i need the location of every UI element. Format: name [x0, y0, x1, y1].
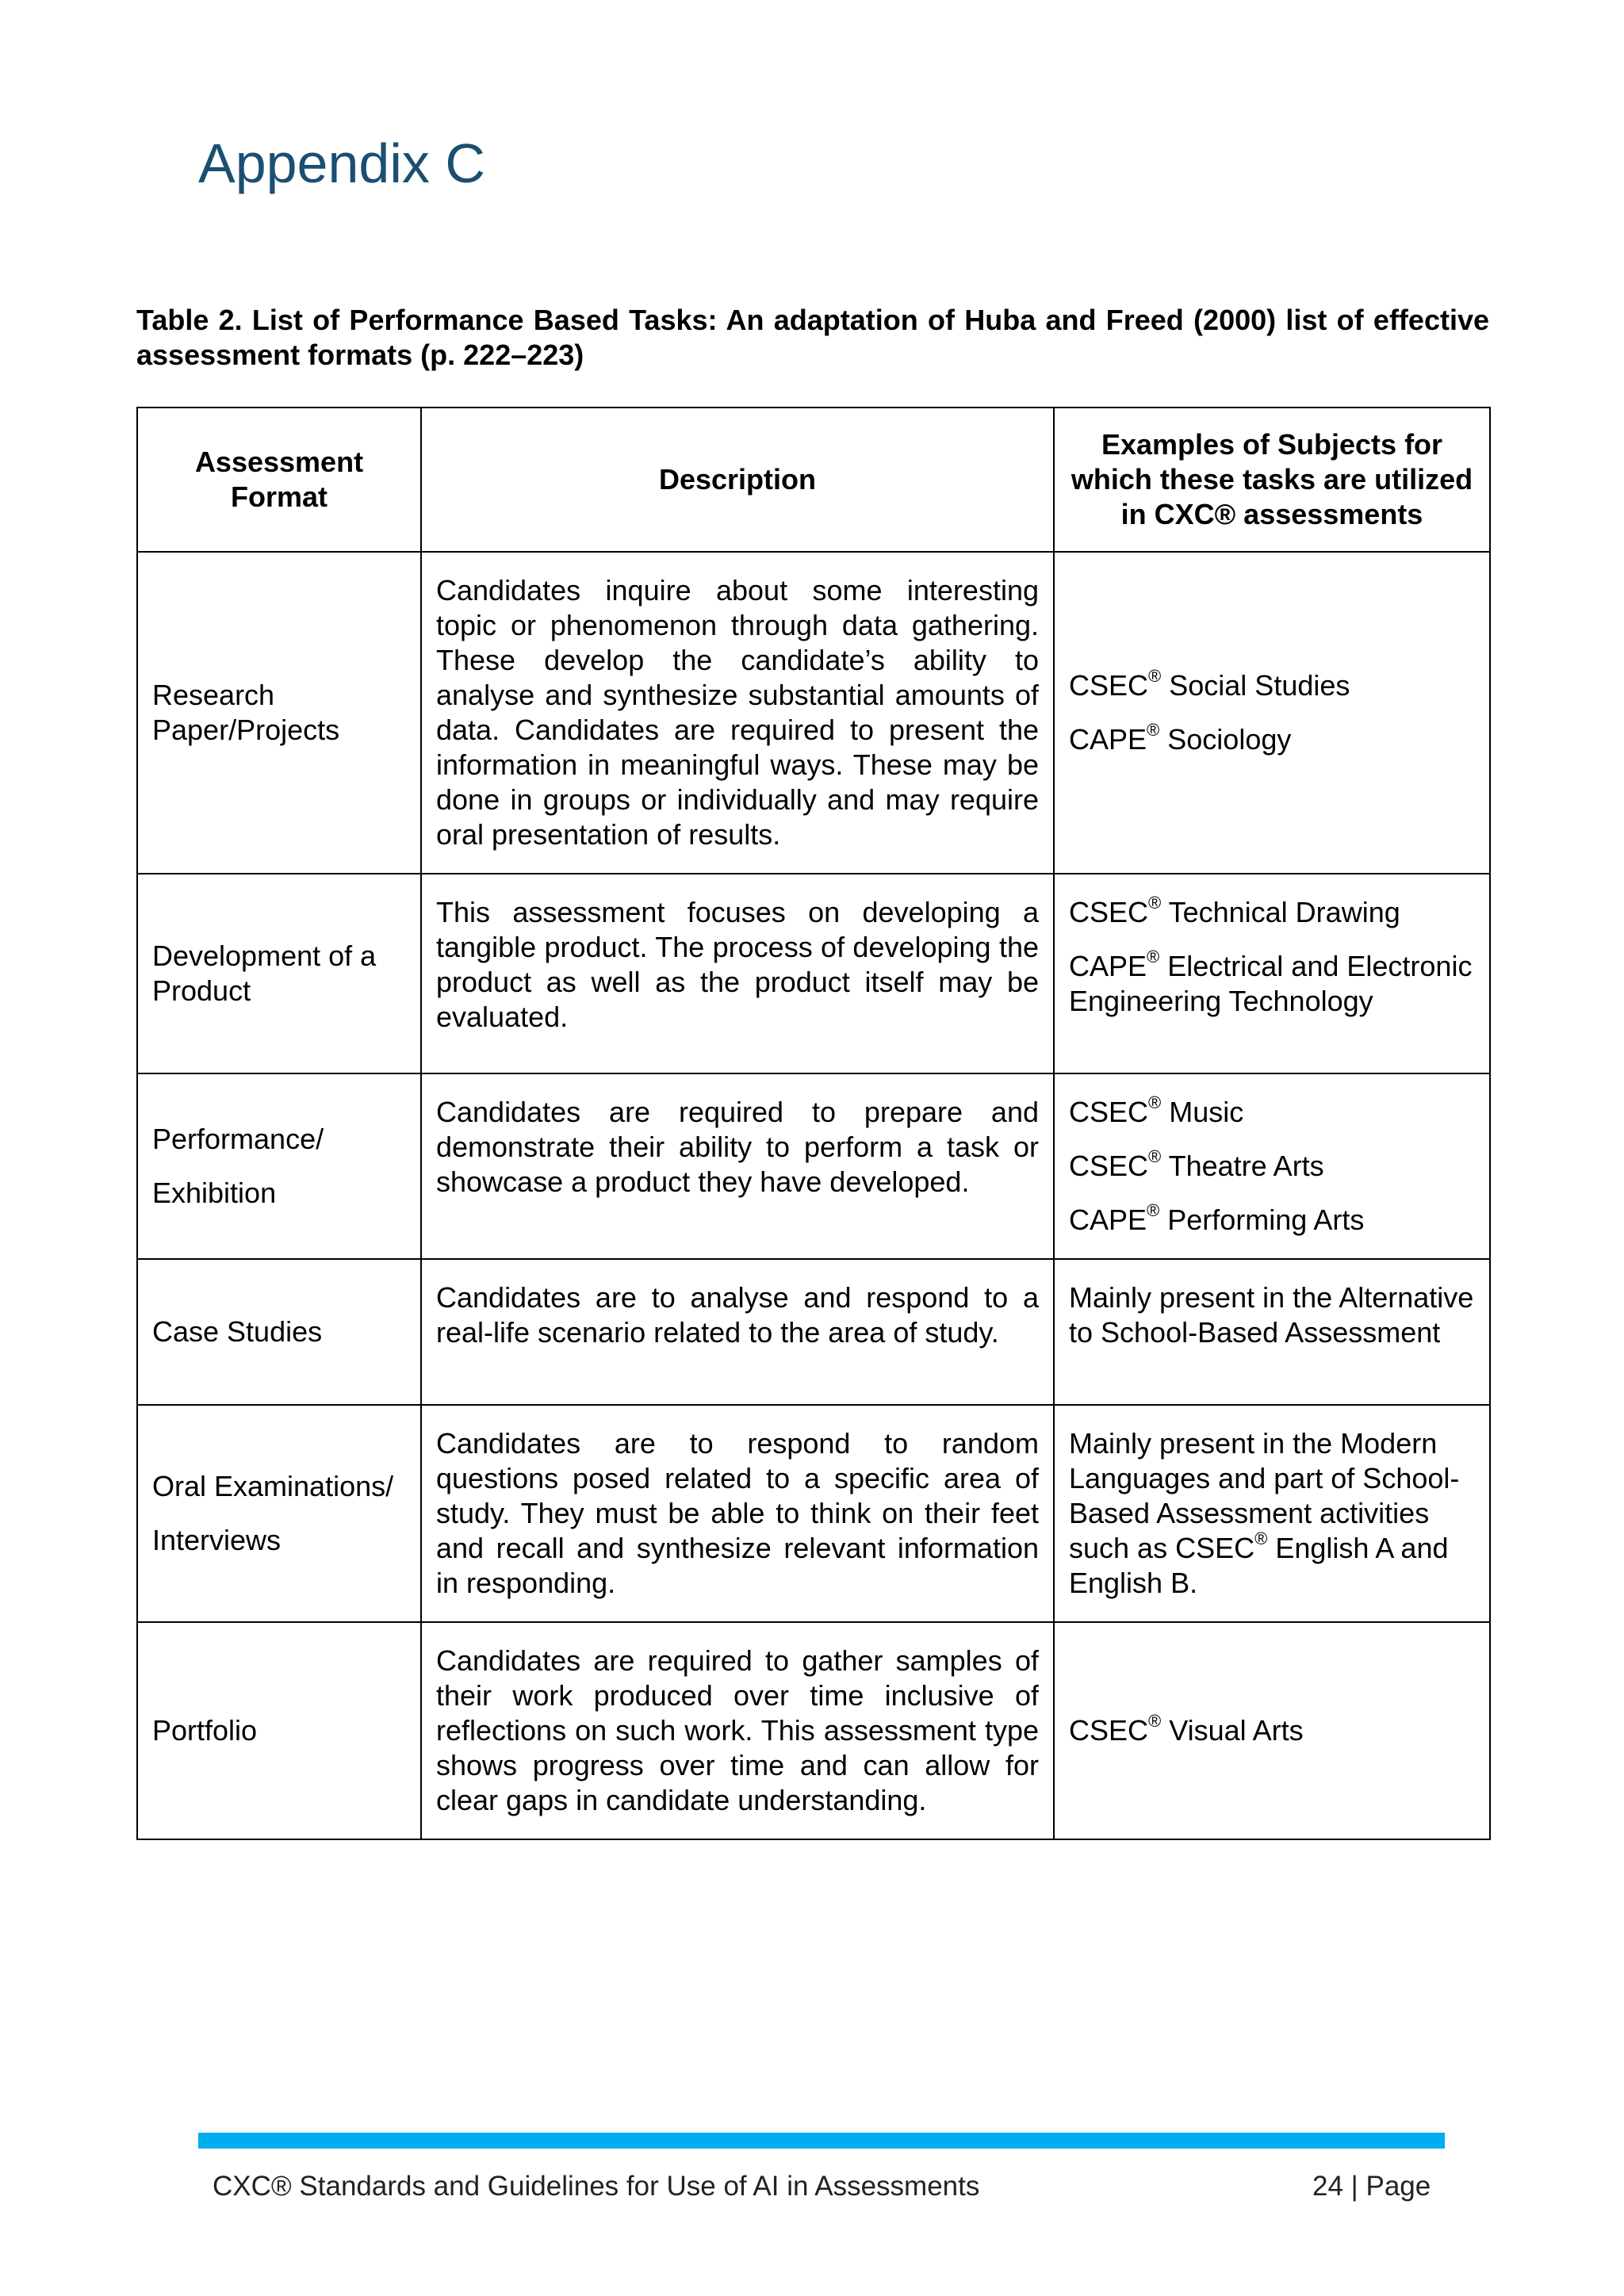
format-cell — [137, 1259, 421, 1405]
examples-cell — [1054, 1259, 1490, 1405]
description-cell: Candidates are to respond to random questions posed related to a specific area of study. They must be able to think on their feet and recall and synthesize relevant information in responding. — [421, 1405, 1054, 1622]
footer-divider-bar — [198, 2133, 1445, 2149]
examples-cell — [1054, 874, 1490, 1073]
table-row — [137, 874, 1490, 1073]
format-text: Portfolio — [152, 1714, 258, 1747]
description-cell: This assessment focuses on developing a tangible product. The process of developing the product as well as the product itself may be evaluated. — [421, 874, 1054, 1073]
description-cell: Candidates are required to prepare and demonstrate their ability to perform a task or showcase a product they have developed. — [421, 1073, 1054, 1259]
format-text: Exhibition — [152, 1177, 277, 1209]
format-text: Performance/ — [152, 1123, 324, 1155]
table-header-row — [137, 408, 1490, 552]
format-text: Development of a Product — [152, 939, 377, 1007]
performance-tasks-table — [136, 407, 1491, 1840]
example-item: CAPE® Electrical and Electronic Engineering Technology — [1069, 947, 1473, 1017]
table-row — [137, 1405, 1490, 1622]
example-item: CAPE® Performing Arts — [1069, 1200, 1365, 1236]
page-title: Appendix C — [198, 132, 485, 194]
header-description: Description — [421, 408, 1054, 552]
examples-cell — [1054, 1405, 1490, 1622]
table-row — [137, 1259, 1490, 1405]
header-examples: Examples of Subjects for which these tasks are utilized in CXC® assessments — [1054, 408, 1490, 552]
format-cell — [137, 552, 421, 874]
format-cell — [137, 874, 421, 1073]
example-item: CSEC® Music — [1069, 1093, 1244, 1128]
example-item: CSEC® Social Studies — [1069, 666, 1350, 702]
example-text: Mainly present in the Alternative to School-Based Assessment — [1069, 1281, 1474, 1349]
table-row — [137, 552, 1490, 874]
header-assessment-format: Assessment Format — [137, 408, 421, 552]
description-cell: Candidates inquire about some interesting topic or phenomenon through data gathering. These develop the candidate’s ability to analyse and synthesize substantial amounts of data. Candidates are required to present the information in meaningful ways. These may be done in groups or individually and may require oral presentation of results. — [421, 552, 1054, 874]
format-text: Case Studies — [152, 1315, 323, 1348]
table-caption: Table 2. List of Performance Based Tasks: An adaptation of Huba and Freed (2000) list of effective assessment formats (p. 222–223) — [136, 304, 1489, 371]
footer-document-title: CXC® Standards and Guidelines for Use of AI in Assessments — [213, 2171, 980, 2202]
example-text: Mainly present in the Modern Languages and part of School-Based Assessment activities such as CSEC® English A and English B. — [1069, 1427, 1460, 1599]
format-cell — [137, 1622, 421, 1839]
examples-cell — [1054, 1622, 1490, 1839]
example-item: CSEC® Technical Drawing — [1069, 893, 1400, 928]
format-text: Research Paper/Projects — [152, 679, 340, 746]
description-cell: Candidates are to analyse and respond to a real-life scenario related to the area of study. — [421, 1259, 1054, 1405]
example-item: CSEC® Theatre Arts — [1069, 1146, 1324, 1182]
example-item: CSEC® Visual Arts — [1069, 1711, 1304, 1747]
format-cell — [137, 1405, 421, 1622]
description-cell: Candidates are required to gather samples of their work produced over time inclusive of reflections on such work. This assessment type shows progress over time and can allow for clear gaps in candidate understanding. — [421, 1622, 1054, 1839]
table-row — [137, 1622, 1490, 1839]
format-text: Interviews — [152, 1524, 282, 1556]
table-row — [137, 1073, 1490, 1259]
format-text: Oral Examinations/ — [152, 1470, 394, 1502]
footer-page-number: 24 | Page — [1312, 2171, 1431, 2202]
format-cell — [137, 1073, 421, 1259]
examples-cell — [1054, 1073, 1490, 1259]
example-item: CAPE® Sociology — [1069, 720, 1292, 756]
examples-cell — [1054, 552, 1490, 874]
